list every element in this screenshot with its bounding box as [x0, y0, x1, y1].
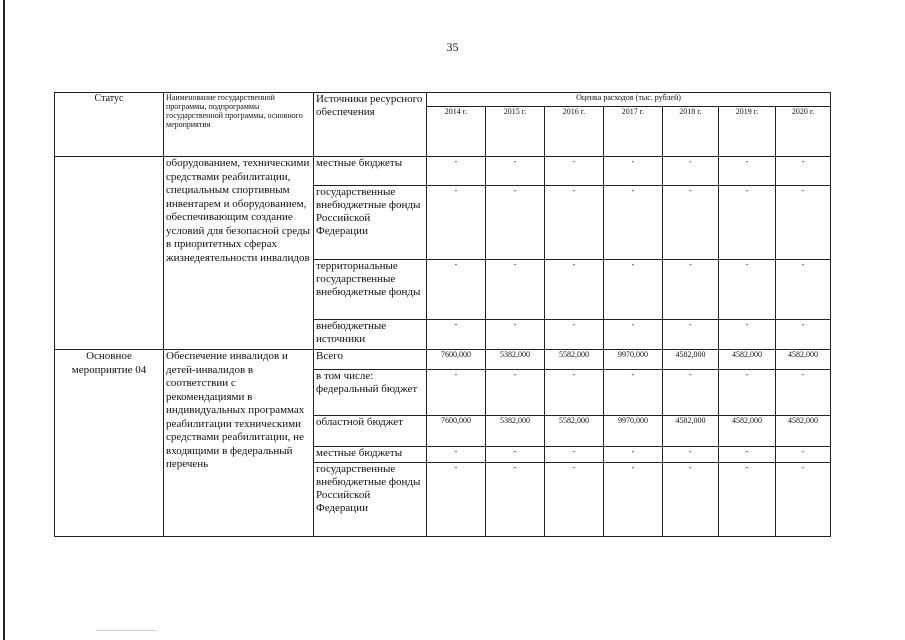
- value-cell: -: [486, 320, 545, 350]
- value-cell: -: [486, 447, 545, 463]
- value-cell: 4582,000: [663, 416, 719, 447]
- source-cell: местные бюджеты: [314, 447, 427, 463]
- value-cell: -: [776, 370, 831, 416]
- table-row: [55, 350, 831, 370]
- value-cell: -: [776, 447, 831, 463]
- source-cell: государственные внебюджетные фонды Российской Федерации: [314, 463, 427, 537]
- value-cell: -: [663, 463, 719, 537]
- value-cell: -: [604, 463, 663, 537]
- value-cell: -: [604, 186, 663, 260]
- header-year: 2016 г.: [545, 107, 604, 157]
- source-cell: Всего: [314, 350, 427, 370]
- value-cell: 5582,000: [545, 416, 604, 447]
- value-cell: -: [776, 260, 831, 320]
- header-year: 2014 г.: [427, 107, 486, 157]
- value-cell: -: [604, 260, 663, 320]
- value-cell: -: [604, 320, 663, 350]
- value-cell: -: [427, 186, 486, 260]
- value-cell: -: [545, 447, 604, 463]
- value-cell: 9970,000: [604, 416, 663, 447]
- status-cell-empty: [55, 157, 164, 350]
- value-cell: 4582,000: [776, 350, 831, 370]
- value-cell: -: [486, 463, 545, 537]
- value-cell: 4582,000: [663, 350, 719, 370]
- value-cell: 4582,000: [719, 350, 776, 370]
- source-cell: областной бюджет: [314, 416, 427, 447]
- program-name-cell: оборудованием, техническими средствами реабилитации, специальным спортивным инвентарем и оборудованием, обеспечивающим создание условий для безопасной среды в приоритетных сферах жизнедеятельности инвалидов: [164, 157, 314, 350]
- value-cell: -: [604, 370, 663, 416]
- value-cell: -: [663, 447, 719, 463]
- scan-artifact-line: [96, 630, 156, 631]
- value-cell: -: [776, 186, 831, 260]
- header-year: 2015 г.: [486, 107, 545, 157]
- value-cell: -: [719, 370, 776, 416]
- value-cell: 5582,000: [545, 350, 604, 370]
- value-cell: -: [719, 463, 776, 537]
- value-cell: -: [663, 186, 719, 260]
- program-name-cell: Обеспечение инвалидов и детей-инвалидов в соответствии с рекомендациями в индивидуальных программах реабилитации техническими средствами реабилитации, не входящими в федеральный перечень: [164, 350, 314, 537]
- value-cell: -: [604, 447, 663, 463]
- value-cell: 4582,000: [776, 416, 831, 447]
- table-row: [55, 157, 831, 186]
- value-cell: -: [663, 157, 719, 186]
- value-cell: -: [427, 463, 486, 537]
- value-cell: 7600,000: [427, 350, 486, 370]
- header-status: Статус: [55, 93, 164, 157]
- value-cell: -: [545, 186, 604, 260]
- source-cell: территориальные государственные внебюджетные фонды: [314, 260, 427, 320]
- value-cell: 4582,000: [719, 416, 776, 447]
- value-cell: -: [545, 320, 604, 350]
- value-cell: -: [486, 186, 545, 260]
- value-cell: -: [719, 186, 776, 260]
- value-cell: -: [663, 260, 719, 320]
- header-year: 2020 г.: [776, 107, 831, 157]
- value-cell: -: [427, 260, 486, 320]
- value-cell: -: [719, 447, 776, 463]
- header-year: 2017 г.: [604, 107, 663, 157]
- header-row: [55, 93, 831, 107]
- page-left-border: [3, 0, 5, 640]
- value-cell: -: [776, 463, 831, 537]
- value-cell: 5382,000: [486, 416, 545, 447]
- value-cell: -: [663, 320, 719, 350]
- value-cell: -: [545, 260, 604, 320]
- value-cell: -: [427, 370, 486, 416]
- source-cell: местные бюджеты: [314, 157, 427, 186]
- value-cell: -: [486, 370, 545, 416]
- value-cell: 7600,000: [427, 416, 486, 447]
- page-number: 35: [446, 40, 459, 54]
- value-cell: -: [427, 320, 486, 350]
- value-cell: -: [776, 320, 831, 350]
- value-cell: -: [545, 463, 604, 537]
- header-source: Источники ресурсного обеспечения: [314, 93, 427, 157]
- header-year: 2018 г.: [663, 107, 719, 157]
- header-year: 2019 г.: [719, 107, 776, 157]
- value-cell: -: [486, 157, 545, 186]
- source-cell: государственные внебюджетные фонды Российской Федерации: [314, 186, 427, 260]
- source-cell: внебюджетные источники: [314, 320, 427, 350]
- value-cell: -: [604, 157, 663, 186]
- value-cell: 5382,000: [486, 350, 545, 370]
- status-cell: Основное мероприятие 04: [55, 350, 164, 537]
- value-cell: -: [719, 157, 776, 186]
- value-cell: -: [427, 447, 486, 463]
- source-cell: в том числе: федеральный бюджет: [314, 370, 427, 416]
- value-cell: -: [545, 157, 604, 186]
- value-cell: -: [719, 260, 776, 320]
- value-cell: -: [486, 260, 545, 320]
- value-cell: 9970,000: [604, 350, 663, 370]
- header-name: Наименование государственной программы, подпрограммы государственной программы, основного мероприятия: [164, 93, 314, 157]
- value-cell: -: [427, 157, 486, 186]
- value-cell: -: [776, 157, 831, 186]
- value-cell: -: [545, 370, 604, 416]
- value-cell: -: [719, 320, 776, 350]
- value-cell: -: [663, 370, 719, 416]
- header-expense-estimate: Оценка расходов (тыс. рублей): [427, 93, 831, 107]
- expense-table: [54, 92, 831, 537]
